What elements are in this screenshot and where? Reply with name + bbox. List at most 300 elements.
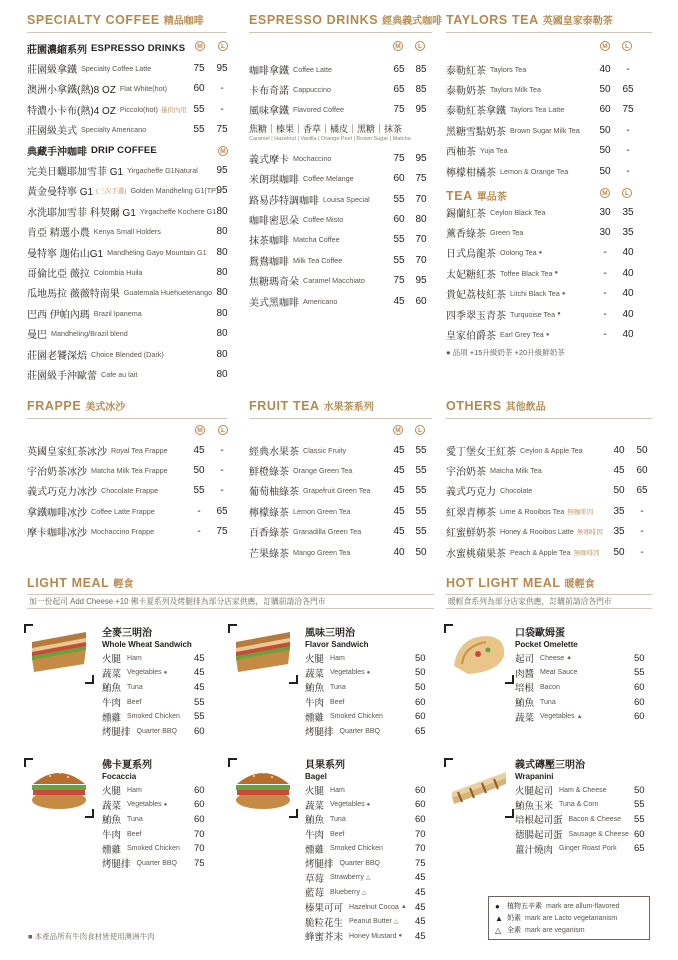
- item-name-zh: 澳洲小拿鐵(熱)8 OZ: [27, 85, 116, 97]
- menu-item: [249, 79, 434, 99]
- item-name-zh: 咖啡拿鐵: [249, 65, 289, 77]
- meal-price: 45: [415, 916, 426, 928]
- meal-item: [102, 798, 214, 813]
- menu-item: [27, 120, 237, 140]
- meal-item: [102, 651, 214, 666]
- legend-item: [495, 900, 643, 912]
- item-name-en: Turquoise Tea: [510, 309, 556, 319]
- tea-column: [446, 202, 656, 361]
- item-name-zh: 水洗耶加雪菲 科契爾 G1: [27, 207, 136, 219]
- item-name-en: Cafe au lait: [101, 369, 138, 379]
- menu-item: [27, 440, 237, 460]
- item-name-en: Coffee Melange: [303, 174, 354, 184]
- meal-price: 45: [194, 667, 205, 679]
- menu-item: [249, 230, 434, 250]
- meal-item: [515, 666, 654, 681]
- price-m: 75: [393, 275, 405, 287]
- price-m: 80: [216, 266, 228, 278]
- meal-name-zh: 烤腿排: [102, 859, 131, 871]
- meal-price: 60: [634, 828, 645, 840]
- meal-price: 60: [415, 696, 426, 708]
- diet-mark-icon: △: [361, 889, 367, 896]
- menu-item: [27, 201, 237, 221]
- item-name-zh: 瓜地馬拉 薇薇特南果: [27, 289, 120, 301]
- menu-item: [27, 460, 237, 480]
- item-name-zh: 莊園級手沖歐蕾: [27, 370, 97, 382]
- item-name-zh: 西柚茶: [446, 147, 476, 159]
- price-m: 45: [393, 485, 405, 497]
- meal-price: 60: [415, 813, 426, 825]
- section-rule: [446, 32, 652, 33]
- menu-item: [249, 501, 434, 521]
- menu-item: [446, 222, 656, 242]
- drip-coffee-subhead: [27, 140, 237, 160]
- item-name-en: Coffee Misto: [303, 215, 344, 225]
- price-l: 35: [622, 206, 634, 218]
- item-name-zh: 鴛鴦咖啡: [249, 256, 289, 268]
- price-l: -: [626, 165, 630, 177]
- item-name-en: Guatemala Huehuetenango: [123, 288, 213, 298]
- frame-corner: [228, 758, 237, 767]
- size-l-icon: L: [218, 425, 228, 435]
- price-m: 40: [599, 63, 611, 75]
- meal-item: [305, 783, 435, 798]
- meal-price: 55: [194, 711, 205, 723]
- legend-label-zh: 全素: [507, 927, 521, 934]
- meal-item: [515, 798, 654, 813]
- meal-price: 55: [634, 799, 645, 811]
- item-name-zh: 咖啡密思朵: [249, 216, 299, 228]
- light-meal-info: 加一份起司 Add Cheese +10 佛卡夏系列及烤腿排為部分店家供應，訂購前請洽各門市: [27, 594, 434, 609]
- item-name-en: Mango Green Tea: [293, 547, 351, 557]
- meal-name-zh: 藍莓: [305, 888, 325, 900]
- price-m: 55: [393, 254, 405, 266]
- meal-price: 45: [415, 930, 426, 942]
- legend-label-en: mark are veganism: [525, 926, 585, 934]
- item-name-en: Mochaccino Frappe: [91, 527, 155, 537]
- item-name-en: Chocolate Frappe: [101, 486, 159, 496]
- meal-item: [102, 841, 214, 856]
- fruit-tea-column: [249, 440, 434, 562]
- price-m: 30: [599, 227, 611, 239]
- meal-item: [305, 856, 435, 871]
- meal-price: 60: [194, 725, 205, 737]
- frame-corner: [85, 809, 94, 818]
- size-m-icon: M: [218, 146, 228, 156]
- item-name-en: Ceylon & Apple Tea: [520, 445, 583, 455]
- flavor-sandwich-title: [305, 624, 369, 649]
- meal-name-en: Vegetables: [127, 801, 162, 809]
- price-m: 80: [216, 226, 228, 238]
- price-m: 50: [613, 546, 625, 558]
- price-l: 65: [636, 485, 648, 497]
- item-name-en: Cappuccino: [293, 85, 331, 95]
- price-m: 60: [393, 173, 405, 185]
- item-name-zh: 肯亞 精選小農: [27, 228, 90, 240]
- price-m: 80: [216, 328, 228, 340]
- item-name-en: Piccolo(hot): [119, 104, 158, 114]
- item-name-en: Caramel Macchiato: [303, 276, 365, 286]
- others-title-en: OTHERS: [446, 399, 502, 413]
- meal-price: 50: [415, 652, 426, 664]
- meal-item: [305, 914, 435, 929]
- flavor-sandwich-title-zh: 風味三明治: [305, 628, 355, 639]
- size-l-icon: L: [622, 41, 632, 51]
- meal-name-en: Vegetables: [540, 713, 575, 721]
- meal-name-zh: 鮪魚: [102, 683, 122, 695]
- item-name-en: Mochaccino: [293, 153, 332, 163]
- focaccia-title-zh: 佛卡夏系列: [102, 760, 152, 771]
- price-m: -: [603, 329, 607, 341]
- item-name-en: Lime & Rooibos Tea: [500, 506, 565, 516]
- fruit-tea-title-en: FRUIT TEA: [249, 399, 320, 413]
- price-m: 80: [216, 287, 228, 299]
- meal-item: [515, 827, 654, 842]
- size-m-icon: M: [195, 41, 205, 51]
- meal-name-zh: 火腿: [305, 654, 325, 666]
- meal-price: 60: [415, 784, 426, 796]
- meal-name-zh: 燻雞: [305, 844, 325, 856]
- price-m: 45: [193, 444, 205, 456]
- hot-light-meal-title-zh: 暖輕食: [564, 579, 595, 590]
- price-m: 80: [216, 205, 228, 217]
- menu-item: [27, 160, 237, 180]
- price-l: 50: [415, 546, 427, 558]
- item-name-zh: 水蜜桃蘋果茶: [446, 548, 506, 560]
- pocket-omelette-title-zh: 口袋歐姆蛋: [515, 628, 565, 639]
- item-name-zh: 太妃糖紅茶: [446, 269, 496, 281]
- section-rule: [27, 32, 227, 33]
- menu-item: [249, 100, 434, 120]
- item-tag: 無咖啡因: [576, 529, 603, 537]
- item-name-zh: 鮮橙綠茶: [249, 467, 289, 479]
- menu-item: [446, 59, 656, 79]
- meal-item: [515, 651, 654, 666]
- bagel-title: [305, 756, 345, 781]
- menu-item: [249, 440, 434, 460]
- meal-name-zh: 鮪魚: [515, 698, 535, 710]
- item-name-zh: 曼特寧 迦佑山G1: [27, 248, 104, 260]
- meal-item: [515, 841, 654, 856]
- frame-corner: [444, 758, 453, 767]
- menu-item: [446, 460, 656, 480]
- whole-wheat-sandwich-list: [102, 651, 214, 739]
- specialty-coffee-title-en: SPECIALTY COFFEE: [27, 13, 160, 27]
- meal-name-zh: 火腿: [305, 786, 325, 798]
- price-l: 35: [622, 227, 634, 239]
- menu-item: [27, 344, 237, 364]
- meal-item: [102, 709, 214, 724]
- item-name-zh: 米朗琪咖啡: [249, 175, 299, 187]
- item-name-en: Yirgacheffe Kochere G1: [139, 206, 217, 216]
- tea-title-zh: 單品茶: [476, 192, 507, 203]
- price-l: -: [220, 444, 224, 456]
- upgrade-dot-icon: ●: [545, 331, 550, 338]
- whole-wheat-sandwich-title-zh: 全麥三明治: [102, 628, 152, 639]
- meal-name-zh: 蜂蜜芥末: [305, 932, 344, 944]
- meal-price: 60: [634, 711, 645, 723]
- menu-item: [27, 222, 237, 242]
- meal-name-en: Bacon & Cheese: [568, 815, 622, 823]
- menu-item: [446, 440, 656, 460]
- item-name-en: Taylors Tea Latte: [510, 105, 565, 115]
- price-m: 80: [216, 307, 228, 319]
- price-l: 40: [622, 329, 634, 341]
- price-l: 55: [415, 485, 427, 497]
- meal-name-en: Ginger Roast Pork: [559, 845, 617, 853]
- price-m: 95: [216, 185, 228, 197]
- meal-name-zh: 蔬菜: [305, 800, 325, 812]
- price-l: -: [220, 485, 224, 497]
- meal-name-zh: 牛肉: [305, 830, 325, 842]
- hot-light-meal-info: 暖輕食系列為部分店家供應，訂購前請洽各門市: [446, 594, 652, 609]
- meal-price: 70: [415, 828, 426, 840]
- item-name-zh: 義式巧克力: [446, 487, 496, 499]
- meal-name-zh: 培根: [515, 683, 535, 695]
- size-l-icon: L: [218, 41, 228, 51]
- light-meal-title-en: LIGHT MEAL: [27, 576, 110, 590]
- meal-price: 65: [634, 843, 645, 855]
- diet-mark-icon: ▲: [400, 904, 407, 911]
- flavor-options-zh: 焦糖｜榛果｜香草｜橘皮｜黑糖｜抹茶: [249, 123, 403, 134]
- tea-title-en: TEA: [446, 189, 473, 203]
- diet-legend: [488, 896, 650, 940]
- meal-price: 70: [194, 843, 205, 855]
- meal-name-zh: 牛肉: [102, 698, 122, 710]
- meal-name-en: Ham: [127, 786, 142, 794]
- meal-name-zh: 蔬菜: [102, 800, 122, 812]
- item-name-zh: 紅蜜鮮奶茶: [446, 528, 496, 540]
- price-m: 95: [216, 165, 228, 177]
- item-name-en: Litchi Black Tea: [510, 289, 560, 299]
- item-name-zh: 哥倫比亞 薇拉: [27, 268, 90, 280]
- meal-name-en: Tuna: [330, 815, 346, 823]
- item-name-zh: 卡布奇諾: [249, 86, 289, 98]
- meal-item: [305, 929, 435, 944]
- meal-name-en: Meat Sauce: [540, 669, 578, 677]
- legend-label-zh: 植物五辛素: [507, 903, 542, 910]
- price-m: 30: [599, 206, 611, 218]
- meal-price: 70: [415, 843, 426, 855]
- item-name-zh: 莊園老饕深焙: [27, 350, 87, 362]
- price-l: -: [220, 83, 224, 95]
- item-name-zh: 曼巴: [27, 330, 47, 342]
- price-m: 45: [613, 465, 625, 477]
- espresso-drinks-subhead: [27, 38, 237, 58]
- meal-price: 60: [415, 711, 426, 723]
- legend-label-zh: 奶素: [507, 915, 521, 922]
- diet-mark-icon: ●: [163, 801, 168, 808]
- menu-item: [249, 189, 434, 209]
- meal-item: [305, 651, 435, 666]
- meal-name-zh: 蔬菜: [515, 712, 535, 724]
- meal-name-zh: 蔬菜: [305, 668, 325, 680]
- item-name-zh: 百香綠茶: [249, 528, 289, 540]
- price-l: 60: [415, 295, 427, 307]
- meal-name-en: Vegetables: [330, 669, 365, 677]
- item-name-zh: 美式黑咖啡: [249, 297, 299, 309]
- item-tag: 無咖啡因: [573, 549, 600, 557]
- item-name-zh: 貴妃荔枝紅茶: [446, 290, 506, 302]
- menu-item: [27, 79, 237, 99]
- item-name-zh: 宇治奶茶: [446, 467, 486, 479]
- price-m: 45: [393, 444, 405, 456]
- price-l: 85: [415, 63, 427, 75]
- price-m: 45: [393, 295, 405, 307]
- item-name-en: Oolong Tea: [500, 248, 537, 258]
- menu-item: [249, 169, 434, 189]
- meal-price: 55: [634, 813, 645, 825]
- meal-name-zh: 草莓: [305, 873, 325, 885]
- meal-price: 55: [634, 667, 645, 679]
- upgrade-dot-icon: ●: [561, 290, 566, 297]
- pocket-omelette-title: [515, 624, 578, 649]
- menu-item: [27, 242, 237, 262]
- specialty-coffee-title: [27, 12, 204, 27]
- menu-item: [446, 202, 656, 222]
- item-name-zh: 黑糖雪點奶茶: [446, 126, 506, 138]
- menu-item: [446, 141, 656, 161]
- item-name-zh: 檸檬柑橘茶: [446, 167, 496, 179]
- beef-origin-note: ■ 本產品所有牛肉食材皆使用澳洲牛肉: [28, 932, 155, 941]
- wrapanini-title-en: Wrapanini: [515, 772, 554, 781]
- price-m: 75: [393, 104, 405, 116]
- price-l: 55: [415, 505, 427, 517]
- item-name-en: Mandheling Gayo Mountain G1: [107, 247, 207, 257]
- price-m: -: [603, 288, 607, 300]
- item-name-en: Brazil Ipanema: [93, 308, 142, 318]
- espresso-drinks-title: [249, 12, 442, 27]
- meal-item: [515, 812, 654, 827]
- frame-corner: [85, 675, 94, 684]
- meal-price: 45: [415, 872, 426, 884]
- others-title: [446, 398, 546, 413]
- flavor-sandwich-list: [305, 651, 435, 739]
- meal-name-en: Quarter BBQ: [339, 727, 380, 735]
- menu-item: [27, 99, 237, 119]
- meal-price: 75: [194, 857, 205, 869]
- item-name-zh: 泰勒紅茶: [446, 65, 486, 77]
- focaccia-list: [102, 783, 214, 871]
- meal-name-zh: 脆粒花生: [305, 917, 344, 929]
- hot-light-meal-title-en: HOT LIGHT MEAL: [446, 576, 561, 590]
- item-name-zh: 錫蘭紅茶: [446, 208, 486, 220]
- item-name-zh: 泰勒紅茶拿鐵: [446, 106, 506, 118]
- frame-corner: [505, 809, 514, 818]
- meal-name-zh: 烤腿排: [305, 727, 334, 739]
- item-name-zh: 經典水果茶: [249, 446, 299, 458]
- size-l-icon: L: [415, 425, 425, 435]
- meal-item: [305, 798, 435, 813]
- item-name-en: Peach & Apple Tea: [510, 547, 571, 557]
- item-name-zh: 四季翠玉青茶: [446, 310, 506, 322]
- meal-name-en: Quarter BBQ: [136, 727, 177, 735]
- price-l: 70: [415, 254, 427, 266]
- specialty-coffee-title-zh: 精品咖啡: [163, 16, 204, 27]
- price-m: 50: [599, 165, 611, 177]
- meal-name-zh: 烤腿排: [305, 859, 334, 871]
- meal-name-en: Smoked Chicken: [127, 845, 180, 853]
- light-meal-title-zh: 輕食: [113, 579, 134, 590]
- frame-corner: [444, 624, 453, 633]
- price-m: 50: [599, 145, 611, 157]
- menu-item: [249, 148, 434, 168]
- legend-symbol-icon: ●: [495, 901, 500, 911]
- meal-price: 60: [194, 784, 205, 796]
- meal-price: 45: [415, 901, 426, 913]
- meal-price: 60: [415, 799, 426, 811]
- meal-name-en: Tuna: [127, 815, 143, 823]
- frappe-title-en: FRAPPE: [27, 399, 82, 413]
- frame-corner: [24, 758, 33, 767]
- meal-item: [305, 871, 435, 886]
- meal-name-zh: 鮪魚: [102, 815, 122, 827]
- item-name-zh: 檸檬綠茶: [249, 507, 289, 519]
- meal-name-zh: 火腿: [102, 786, 122, 798]
- item-name-zh: 芒果綠茶: [249, 548, 289, 560]
- price-l: 55: [415, 465, 427, 477]
- hot-light-meal-title: [446, 575, 595, 590]
- menu-item: [249, 250, 434, 270]
- item-tag: (三次手選): [96, 188, 127, 196]
- section-rule: [446, 418, 652, 419]
- price-m: 50: [193, 465, 205, 477]
- item-name-en: Matcha Milk Tea Frappe: [91, 466, 168, 476]
- size-m-icon: M: [600, 188, 610, 198]
- wrapanini-title-zh: 義式磚壓三明治: [515, 760, 585, 771]
- menu-item: [27, 501, 237, 521]
- price-l: 95: [415, 275, 427, 287]
- meal-name-en: Smoked Chicken: [127, 713, 180, 721]
- menu-item: [446, 501, 656, 521]
- menu-item: [446, 79, 656, 99]
- item-tag: 僅供內用: [160, 106, 187, 114]
- item-name-en: Lemon & Orange Tea: [500, 166, 569, 176]
- meal-name-en: Smoked Chicken: [330, 845, 383, 853]
- item-name-en: Taylors Tea: [490, 64, 527, 74]
- focaccia-title-en: Focaccia: [102, 772, 137, 781]
- price-m: 80: [216, 246, 228, 258]
- price-m: 50: [613, 485, 625, 497]
- menu-item: [27, 522, 237, 542]
- espresso-drinks-title-en: ESPRESSO DRINKS: [249, 13, 379, 27]
- meal-item: [515, 783, 654, 798]
- price-l: 50: [636, 444, 648, 456]
- item-tag: 無咖啡因: [567, 508, 594, 516]
- fruit-tea-title-zh: 水果茶系列: [323, 402, 374, 413]
- meal-item: [515, 695, 654, 710]
- meal-price: 60: [634, 681, 645, 693]
- meal-name-zh: 蔬菜: [102, 668, 122, 680]
- item-name-en: Golden Mandheling G1(TP): [130, 186, 219, 196]
- meal-item: [102, 724, 214, 739]
- price-l: 85: [415, 84, 427, 96]
- meal-name-zh: 火腿起司: [515, 786, 554, 798]
- diet-mark-icon: ●: [163, 669, 168, 676]
- price-m: 55: [193, 103, 205, 115]
- price-m: 55: [393, 234, 405, 246]
- price-m: 35: [613, 505, 625, 517]
- item-name-en: Specialty Americano: [81, 125, 147, 135]
- meal-price: 45: [194, 652, 205, 664]
- whole-wheat-sandwich-image: [28, 628, 90, 680]
- meal-name-en: Tuna: [540, 698, 556, 706]
- frame-corner: [228, 624, 237, 633]
- meal-name-en: Tuna: [330, 683, 346, 691]
- item-name-en: Americano: [303, 296, 338, 306]
- light-meal-title: [27, 575, 133, 590]
- menu-item: [446, 161, 656, 181]
